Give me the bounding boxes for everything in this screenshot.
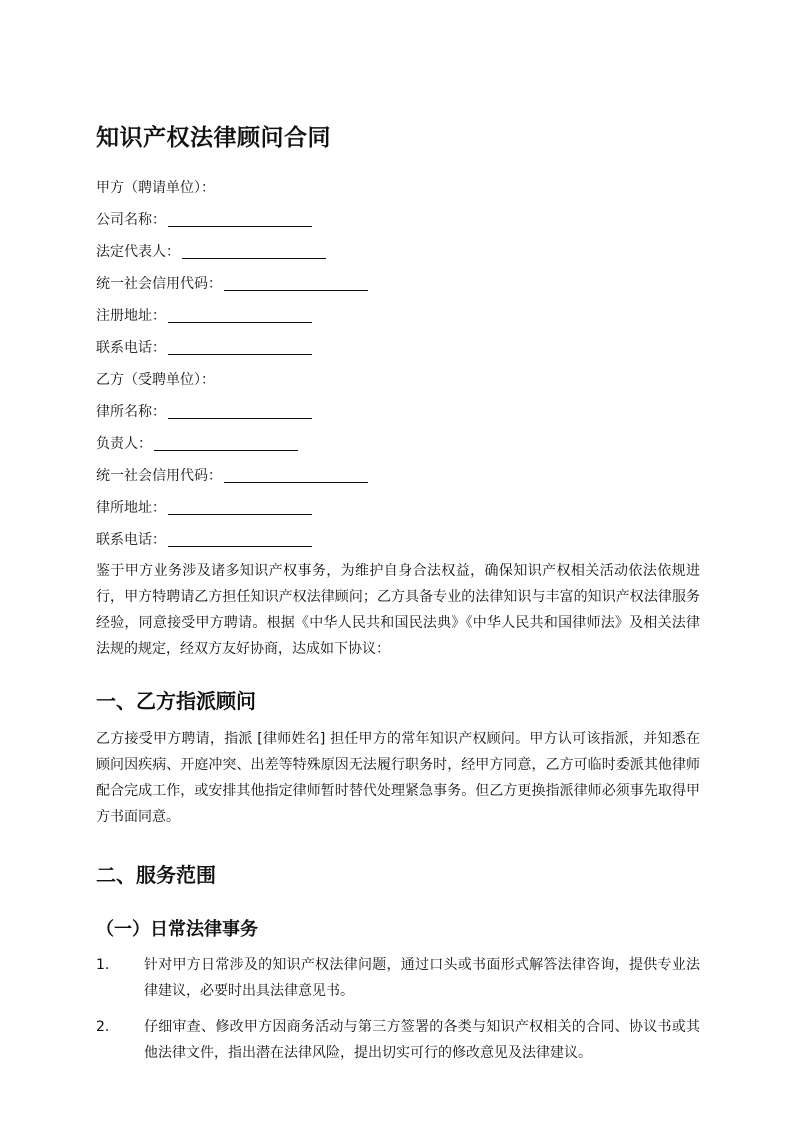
- party-b-address-row: [96, 492, 700, 524]
- list-item: [96, 952, 700, 1004]
- list-number: 2.: [96, 1019, 110, 1035]
- field-label: 统一社会信用代码：: [96, 468, 222, 484]
- field-label: 联系电话：: [96, 532, 166, 548]
- fill-in-blank[interactable]: [168, 336, 312, 355]
- fill-in-blank[interactable]: [168, 496, 312, 515]
- party-b-principal-row: [96, 428, 700, 460]
- party-a-heading: 甲方（聘请单位）：: [96, 180, 215, 196]
- preamble-paragraph: 鉴于甲方业务涉及诸多知识产权事务，为维护自身合法权益，确保知识产权相关活动依法依规进行，甲方特聘请乙方担任知识产权法律顾问；乙方具备专业的法律知识与丰富的知识产权法律服务经验，同意接受甲方聘请。根据《中华人民共和国民法典》《中华人民共和国律师法》及相关法律法规的规定，经双方友好协商，达成如下协议：: [96, 563, 700, 657]
- field-label: 律所地址：: [96, 500, 166, 516]
- list-text: 仔细审查、修改甲方因商务活动与第三方签署的各类与知识产权相关的合同、协议书或其他法律文件，指出潜在法律风险，提出切实可行的修改意见及法律建议。: [144, 1019, 700, 1061]
- field-label: 公司名称：: [96, 212, 166, 228]
- section-heading: 二、服务范围: [96, 863, 216, 887]
- fill-in-blank[interactable]: [168, 208, 312, 227]
- party-a-company-name-row: [96, 204, 700, 236]
- party-b-phone-row: [96, 524, 700, 556]
- party-a-credit-code-row: [96, 268, 700, 300]
- list-number: 1.: [96, 957, 110, 973]
- fill-in-blank[interactable]: [182, 240, 326, 259]
- field-label: 法定代表人：: [96, 244, 180, 260]
- party-a-legal-rep-row: [96, 236, 700, 268]
- party-b-firm-name-row: [96, 396, 700, 428]
- section-heading: 一、乙方指派顾问: [96, 689, 256, 713]
- field-label: 联系电话：: [96, 340, 166, 356]
- party-a-phone-row: [96, 332, 700, 364]
- field-label: 注册地址：: [96, 308, 166, 324]
- subsection-heading: （一）日常法律事务: [96, 919, 258, 940]
- field-label: 律所名称：: [96, 404, 166, 420]
- field-label: 负责人：: [96, 436, 152, 452]
- party-b-heading: 乙方（受聘单位）：: [96, 372, 215, 388]
- party-b-credit-code-row: [96, 460, 700, 492]
- fill-in-blank[interactable]: [224, 464, 368, 483]
- field-label: 统一社会信用代码：: [96, 276, 222, 292]
- document-title: 知识产权法律顾问合同: [96, 125, 331, 151]
- list-item: [96, 1014, 700, 1066]
- contract-page: [96, 118, 700, 1066]
- fill-in-blank[interactable]: [168, 528, 312, 547]
- party-a-address-row: [96, 300, 700, 332]
- fill-in-blank[interactable]: [168, 304, 312, 323]
- section-body: 乙方接受甲方聘请，指派 [律师姓名] 担任甲方的常年知识产权顾问。甲方认可该指派，并知悉在顾问因疾病、开庭冲突、出差等特殊原因无法履行职务时，经甲方同意，乙方可临时委派其他律师配合完成工作，或安排其他指定律师暂时替代处理紧急事务。但乙方更换指派律师必须事先取得甲方书面同意。: [96, 731, 700, 825]
- fill-in-blank[interactable]: [224, 272, 368, 291]
- fill-in-blank[interactable]: [154, 432, 298, 451]
- list-text: 针对甲方日常涉及的知识产权法律问题，通过口头或书面形式解答法律咨询，提供专业法律建议，必要时出具法律意见书。: [144, 957, 700, 999]
- fill-in-blank[interactable]: [168, 400, 312, 419]
